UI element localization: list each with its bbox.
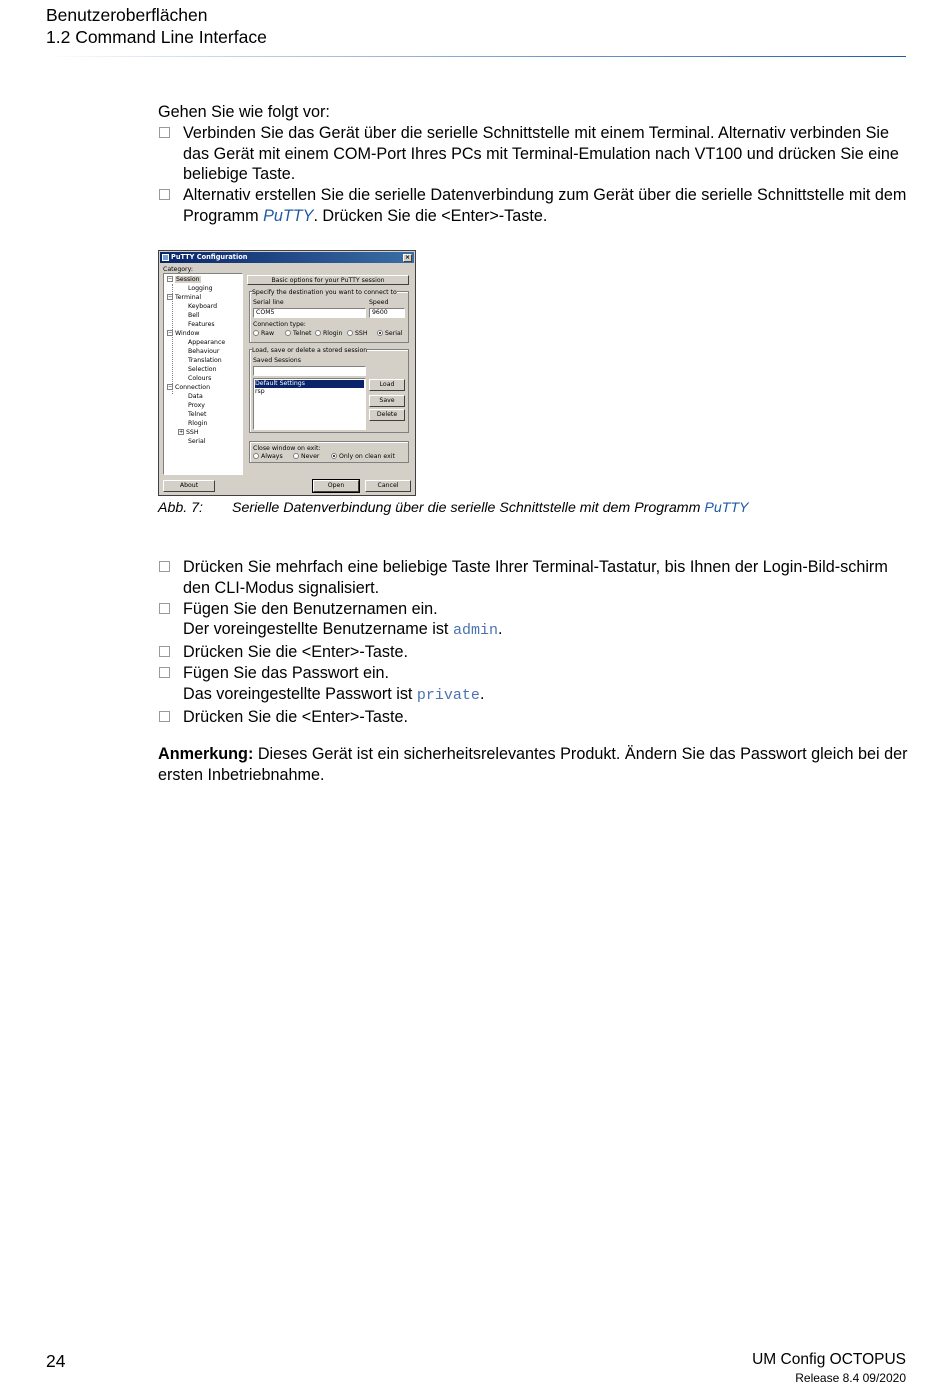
- tree-item-behaviour[interactable]: Behaviour: [188, 348, 220, 355]
- collapse-icon: −: [168, 276, 173, 282]
- tree-item-data[interactable]: Data: [188, 393, 203, 400]
- step-item: [158, 642, 908, 663]
- collapse-icon: −: [168, 330, 173, 336]
- radio-icon: [315, 330, 321, 336]
- step-item: [158, 599, 908, 643]
- expand-icon: +: [179, 429, 184, 435]
- tree-item-appearance[interactable]: Appearance: [188, 339, 226, 346]
- putty-title-bar: [160, 252, 414, 263]
- document-title: UM Config OCTOPUS: [752, 1351, 906, 1368]
- checkbox-icon: [159, 189, 170, 200]
- radio-icon: [253, 453, 259, 459]
- serial-line-input[interactable]: COM5: [253, 308, 366, 318]
- step-note: Der voreingestellte Benutzername ist admin.: [183, 620, 503, 640]
- caption-putty-link[interactable]: PuTTY: [704, 500, 749, 516]
- figure-label: Abb. 7:: [158, 500, 203, 516]
- step-text: Fügen Sie das Passwort ein.: [183, 663, 390, 682]
- putty-title: PuTTY Configuration: [171, 253, 248, 261]
- collapse-icon: −: [168, 384, 173, 390]
- radio-serial[interactable]: Serial: [377, 330, 403, 337]
- radio-icon: [253, 330, 259, 336]
- release-info: Release 8.4 09/2020: [795, 1371, 906, 1385]
- step-item: [158, 557, 908, 599]
- tree-item-ssh[interactable]: + SSH: [179, 429, 199, 436]
- checkbox-icon: [159, 603, 170, 614]
- step-note: Das voreingestellte Passwort ist private.: [183, 684, 485, 704]
- step-text: Fügen Sie den Benutzernamen ein.: [183, 599, 438, 618]
- putty-app-icon: [162, 254, 169, 261]
- sessions-list[interactable]: [253, 378, 366, 430]
- cancel-button[interactable]: Cancel: [365, 480, 411, 492]
- tree-item-proxy[interactable]: Proxy: [188, 402, 205, 409]
- default-username: admin: [452, 622, 498, 640]
- radio-telnet[interactable]: Telnet: [285, 330, 311, 337]
- tree-item-colours[interactable]: Colours: [188, 375, 212, 382]
- checkbox-icon: [159, 646, 170, 657]
- radio-icon: [293, 453, 299, 459]
- connection-type-label: Connection type:: [253, 321, 306, 328]
- open-button[interactable]: Open: [313, 480, 359, 492]
- tree-item-selection[interactable]: Selection: [188, 366, 217, 373]
- step-text: Drücken Sie die <Enter>-Taste.: [183, 707, 408, 726]
- radio-rlogin[interactable]: Rlogin: [315, 330, 342, 337]
- close-exit-label: Close window on exit:: [253, 445, 321, 452]
- saved-sessions-input[interactable]: [253, 366, 366, 376]
- checkbox-icon: [159, 711, 170, 722]
- radio-never[interactable]: Never: [293, 453, 319, 460]
- saved-sessions-label: Saved Sessions: [253, 357, 301, 364]
- radio-always[interactable]: Always: [253, 453, 283, 460]
- step-text: Verbinden Sie das Gerät über die serielle Schnittstelle mit einem Terminal. Alternativ verbinden Sie das Gerät mit einem COM-Port Ihres PCs mit Terminal-Emulation nach VT100 und drücken Sie eine beliebige Taste.: [183, 123, 899, 184]
- step-item: [158, 185, 908, 227]
- putty-config-window: [158, 250, 416, 496]
- session-item-rsp[interactable]: rsp: [255, 388, 265, 395]
- delete-button[interactable]: Delete: [369, 409, 405, 421]
- tree-item-window[interactable]: − Window: [168, 330, 200, 337]
- note-text: Dieses Gerät ist ein sicherheitsrelevantes Produkt. Ändern Sie das Passwort gleich bei der ersten Inbetriebnahme.: [158, 745, 908, 784]
- radio-icon: [347, 330, 353, 336]
- chapter-title: Benutzeroberflächen: [46, 5, 208, 25]
- collapse-icon: −: [168, 294, 173, 300]
- radio-selected-icon: [377, 330, 383, 336]
- save-button[interactable]: Save: [369, 395, 405, 407]
- checkbox-icon: [159, 127, 170, 138]
- step-text: Alternativ erstellen Sie die serielle Datenverbindung zum Gerät über die serielle Schnittstelle mit dem Programm: [183, 186, 907, 225]
- radio-ssh[interactable]: SSH: [347, 330, 368, 337]
- tree-item-terminal[interactable]: − Terminal: [168, 294, 202, 301]
- load-button[interactable]: Load: [369, 379, 405, 391]
- radio-raw[interactable]: Raw: [253, 330, 274, 337]
- radio-clean-exit[interactable]: Only on clean exit: [331, 453, 395, 460]
- tree-item-features[interactable]: Features: [188, 321, 215, 328]
- putty-link[interactable]: PuTTY: [263, 206, 314, 225]
- page-header: [46, 4, 267, 48]
- tree-item-translation[interactable]: Translation: [188, 357, 222, 364]
- tree-item-keyboard[interactable]: Keyboard: [188, 303, 218, 310]
- destination-group-label: Specify the destination you want to connect to: [252, 289, 397, 296]
- speed-input[interactable]: 9600: [369, 308, 405, 318]
- checkbox-icon: [159, 667, 170, 678]
- tree-item-telnet[interactable]: Telnet: [188, 411, 207, 418]
- about-button[interactable]: About: [163, 480, 215, 492]
- tree-item-logging[interactable]: Logging: [188, 285, 213, 292]
- header-rule: [46, 56, 906, 57]
- sessions-group-label: Load, save or delete a stored session: [252, 347, 368, 354]
- session-item-default[interactable]: Default Settings: [255, 380, 364, 388]
- step-item: [158, 123, 908, 185]
- tree-item-serial[interactable]: Serial: [188, 438, 206, 445]
- step-item: [158, 707, 908, 728]
- radio-selected-icon: [331, 453, 337, 459]
- caption-text: Serielle Datenverbindung über die serielle Schnittstelle mit dem Programm: [232, 500, 705, 516]
- note-label: Anmerkung:: [158, 745, 254, 763]
- step-text-tail: . Drücken Sie die <Enter>-Taste.: [313, 206, 548, 225]
- radio-icon: [285, 330, 291, 336]
- tree-item-bell[interactable]: Bell: [188, 312, 200, 319]
- page-number: 24: [46, 1351, 66, 1371]
- instructions-bottom: [158, 557, 908, 727]
- category-label: Category:: [163, 266, 193, 273]
- category-tree[interactable]: [163, 273, 243, 475]
- speed-label: Speed: [369, 299, 389, 306]
- close-icon[interactable]: ×: [404, 254, 411, 261]
- instructions-top: [158, 102, 908, 227]
- serial-line-label: Serial line: [253, 299, 284, 306]
- tree-item-session[interactable]: − Session: [168, 276, 200, 283]
- default-password: private: [416, 686, 480, 704]
- step-item: [158, 663, 908, 707]
- security-note: [158, 744, 908, 786]
- section-title: 1.2 Command Line Interface: [46, 27, 267, 47]
- tree-item-connection[interactable]: − Connection: [168, 384, 211, 391]
- step-text: Drücken Sie die <Enter>-Taste.: [183, 643, 408, 662]
- intro-text: Gehen Sie wie folgt vor:: [158, 103, 330, 121]
- basic-options-header: Basic options for your PuTTY session: [247, 275, 409, 285]
- tree-item-rlogin[interactable]: Rlogin: [188, 420, 208, 427]
- checkbox-icon: [159, 561, 170, 572]
- step-text: Drücken Sie mehrfach eine beliebige Taste Ihrer Terminal-Tastatur, bis Ihnen der Login-Bild-schirm den CLI-Modus signalisiert.: [183, 558, 888, 597]
